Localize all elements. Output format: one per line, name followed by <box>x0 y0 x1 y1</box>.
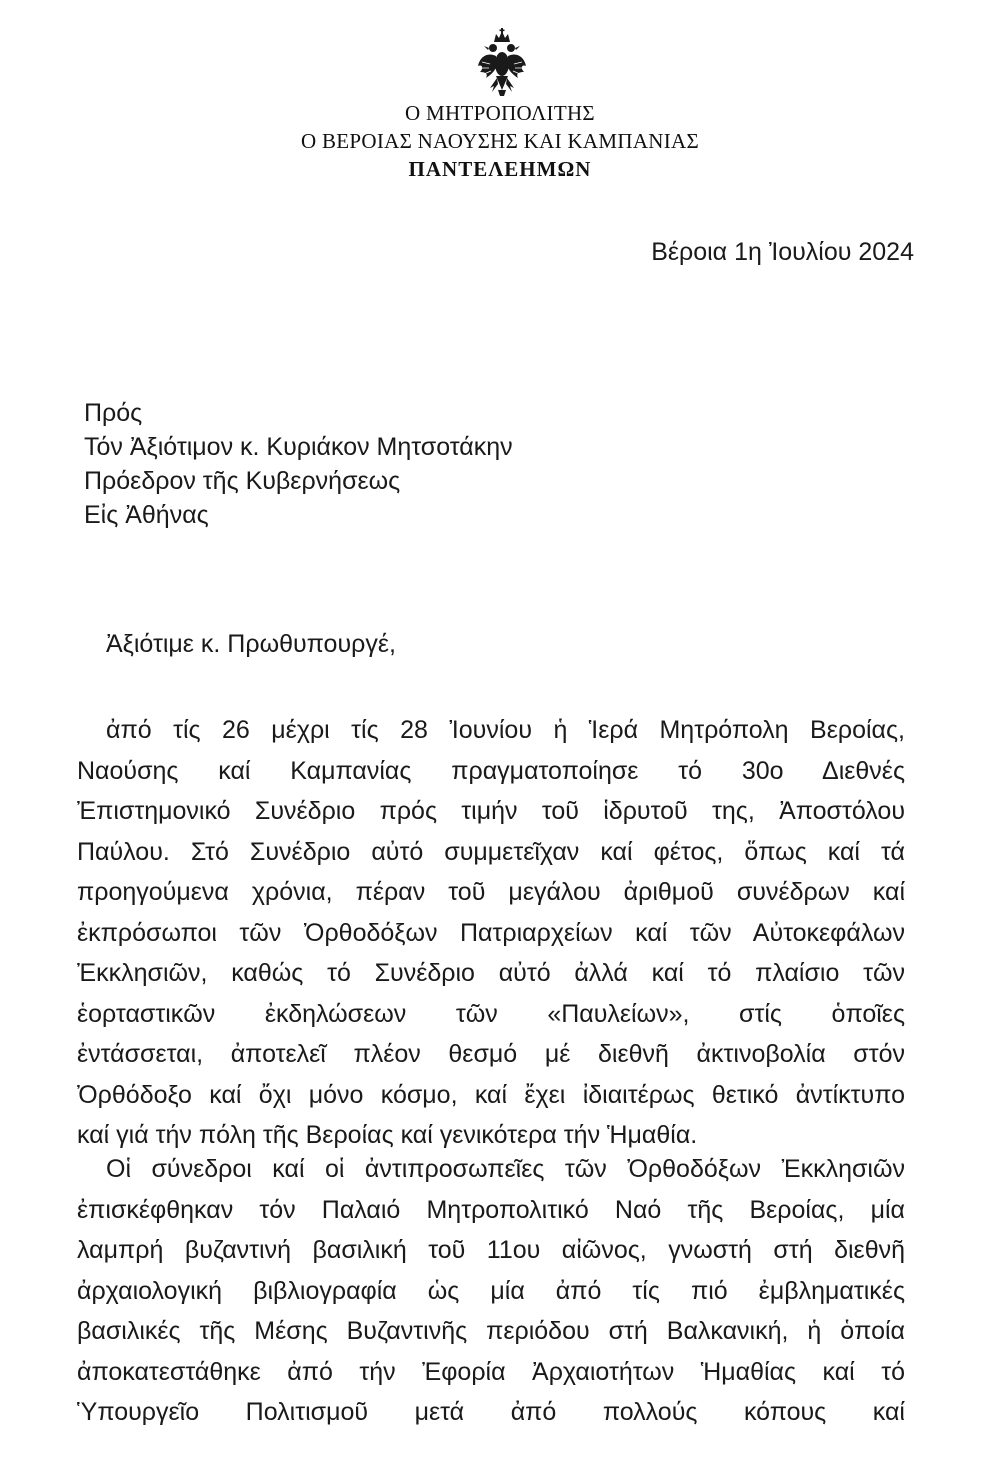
text-line: βασιλικές τῆς Μέσης Βυζαντινῆς περιόδου στή Βαλκανική, ἡ ὁποία <box>77 1317 905 1345</box>
sender-title: Ο ΜΗΤΡΟΠΟΛΙΤΗΣ <box>405 101 595 125</box>
text-line: προηγούμενα χρόνια, πέραν τοῦ μεγάλου ἀριθμοῦ συνέδρων καί <box>77 878 905 906</box>
salutation: Ἀξιότιμε κ. Πρωθυπουργέ, <box>106 630 396 658</box>
text-line: Ὑπουργεῖο Πολιτισμοῦ μετά ἀπό πολλούς κόπους καί <box>77 1398 905 1426</box>
text-line: ἐντάσσεται, ἀποτελεῖ πλέον θεσμό μέ διεθνῆ ἀκτινοβολία στόν <box>77 1040 905 1068</box>
text-line: ἀρχαιολογική βιβλιογραφία ὡς μία ἀπό τίς πιό ἐμβληματικές <box>77 1276 905 1305</box>
text-line: ἀποκατεστάθηκε ἀπό τήν Ἐφορία Ἀρχαιοτήτων Ἡμαθίας καί τό <box>77 1357 905 1386</box>
text-line: Ἐπιστημονικό Συνέδριο πρός τιμήν τοῦ ἱδρυτοῦ της, Ἀποστόλου <box>77 797 905 825</box>
text-line: ἐκπρόσωποι τῶν Ὀρθοδόξων Πατριαρχείων καί τῶν Αὐτοκεφάλων <box>77 918 905 947</box>
body-paragraph-1 <box>77 710 905 1156</box>
text-line: καί γιά τήν πόλη τῆς Βεροίας καί γενικότερα τήν Ἡμαθία. <box>77 1121 698 1149</box>
text-line: Παύλου. Στό Συνέδριο αὐτό συμμετεῖχαν καί φέτος, ὅπως καί τά <box>77 837 905 866</box>
body-paragraph-2 <box>77 1149 905 1433</box>
double-headed-eagle-icon <box>476 28 528 98</box>
recipient-line: Εἰς Ἀθήνας <box>84 501 209 529</box>
recipient-line: Πρός <box>84 399 143 427</box>
text-line: Ὀρθόδοξο καί ὄχι μόνο κόσμο, καί ἔχει ἰδιαιτέρως θετικό ἀντίκτυπο <box>77 1080 905 1109</box>
recipient-address <box>84 396 513 532</box>
letter-date: Βέροια 1η Ἰουλίου 2024 <box>651 238 914 266</box>
text-line: Οἱ σύνεδροι καί οἱ ἀντιπροσωπεῖες τῶν Ὀρθοδόξων Ἐκκλησιῶν <box>106 1155 905 1183</box>
text-line: ἑορταστικῶν ἐκδηλώσεων τῶν «Παυλείων», στίς ὁποῖες <box>77 999 905 1028</box>
recipient-line: Τόν Ἀξιότιμον κ. Κυριάκον Μητσοτάκην <box>84 433 513 461</box>
sender-diocese: Ο ΒΕΡΟΙΑΣ ΝΑΟΥΣΗΣ ΚΑΙ ΚΑΜΠΑΝΙΑΣ <box>300 129 700 153</box>
text-line: λαμπρή βυζαντινή βασιλική τοῦ 11ου αἰῶνος, γνωστή στή διεθνῆ <box>77 1236 905 1264</box>
text-line: ἐπισκέφθηκαν τόν Παλαιό Μητροπολιτικό Ναό τῆς Βεροίας, μία <box>77 1195 905 1224</box>
text-line: ἀπό τίς 26 μέχρι τίς 28 Ἰουνίου ἡ Ἱερά Μητρόπολη Βεροίας, <box>106 716 905 744</box>
recipient-line: Πρόεδρον τῆς Κυβερνήσεως <box>84 467 401 495</box>
text-line: Ναούσης καί Καμπανίας πραγματοποίησε τό 30ο Διεθνές <box>77 756 905 785</box>
text-line: Ἐκκλησιῶν, καθώς τό Συνέδριο αὐτό ἀλλά καί τό πλαίσιο τῶν <box>77 959 905 987</box>
sender-name: ΠΑΝΤΕΛΕΗΜΩΝ <box>408 157 592 181</box>
